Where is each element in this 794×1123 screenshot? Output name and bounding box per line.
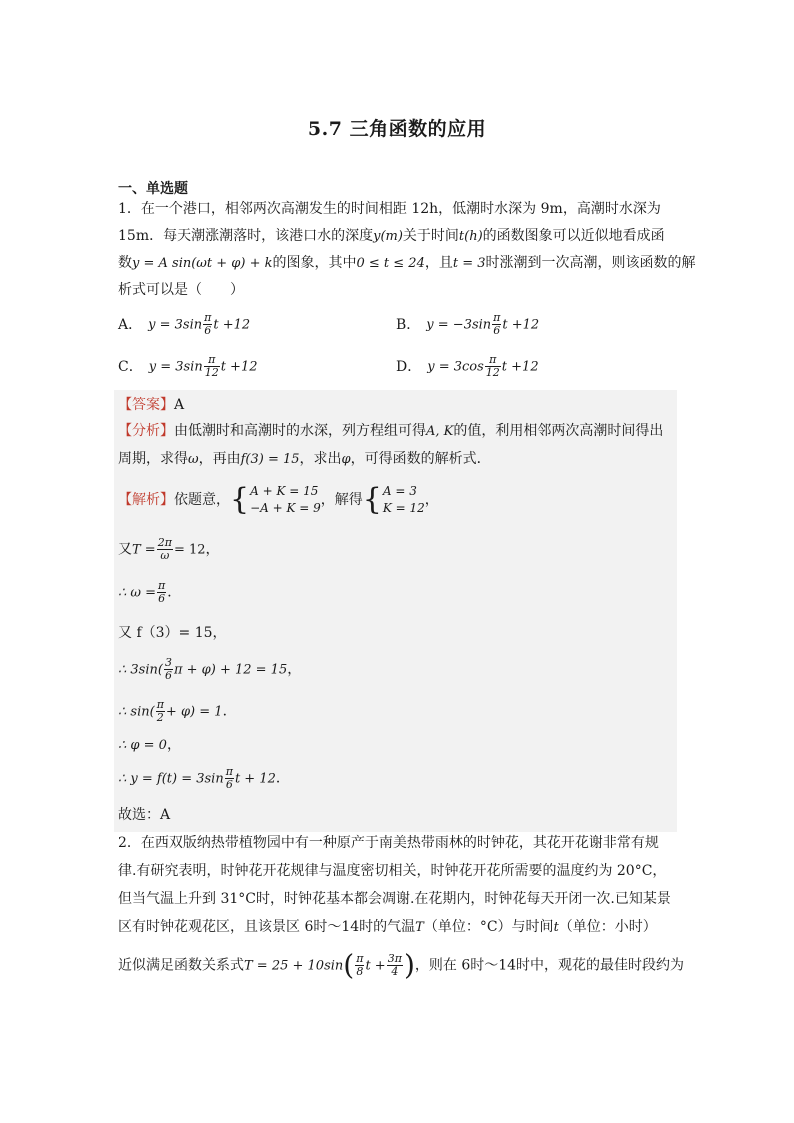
left-brace: { [362,482,382,517]
q1-line-1: 1．在一个港口，相邻两次高潮发生的时间相距 12h，低潮时水深为 9m，高潮时水深为 [118,201,661,217]
fraction: $\frac{\pi}{6}$ [493,311,501,337]
fraction: $\frac{\pi}{2}$ [156,698,164,724]
detail-line-9: 故选：A [118,807,171,823]
fraction: $\frac{\pi}{6}$ [204,311,212,337]
q1-option-b: B． y = −3sin $\frac{\pi}{6}$ t +12 [396,311,540,337]
equation-system: A + K = 15 −A + K = 9 [250,484,321,515]
detail-line-3: ∴ ω = $\frac{\pi}{6}$ ． [118,579,182,605]
section-heading: 一、单选题 [118,181,188,197]
detail-line-8: ∴ y = f(t) = 3sin $\frac{\pi}{6}$ t + 12． [118,765,290,791]
detail-line-2: 又T = $\frac{2\pi}{\omega}$ = 12， [118,536,220,562]
left-brace: { [230,482,250,517]
detail-line-6: ∴ sin( $\frac{\pi}{2}$ + φ) = 1． [118,698,237,724]
fraction: $\frac{\pi}{12}$ [485,353,500,379]
analysis-line-1: 【分析】由低潮时和高潮时的水深，列方程组可得A, K的值，利用相邻两次高潮时间得出 [118,423,664,439]
answer-value: A [174,397,185,413]
q1-option-a: A． y = 3sin $\frac{\pi}{6}$ t +12 [118,311,251,337]
q2-line-2: 律.有研究表明，时钟花开花规律与温度密切相关，时钟花开花所需要的温度约为 20°C， [118,863,667,879]
q1-line-2: 15m．每天潮涨潮落时，该港口水的深度y(m)关于时间t(h)的函数图象可以近似地看成函 [118,228,665,244]
fraction: $\frac{\pi}{8}$ [356,952,364,978]
fraction: $\frac{3\pi}{4}$ [387,952,402,978]
fraction: $\frac{\pi}{12}$ [204,353,219,379]
fraction: $\frac{2\pi}{\omega}$ [157,536,172,562]
analysis-line-2: 周期，求得ω，再由f(3) = 15，求出φ，可得函数的解析式． [118,451,491,467]
detail-line-5: ∴ 3sin( $\frac{3}{6}$ π + φ) + 12 = 15， [118,656,302,682]
q1-option-d: D． y = 3cos $\frac{\pi}{12}$ t +12 [396,353,539,379]
detail-line-4: 又 f（3）= 15， [118,625,227,641]
answer-tag: 【答案】 [118,397,174,413]
detail-line-7: ∴ φ = 0， [118,737,181,753]
q2-line-5: 近似满足函数关系式T = 25 + 10sin( $\frac{\pi}{8}$ t + $\frac{3\pi}{4}$ )，则在 6时～14时中，观花的最佳时段约为 [118,948,685,982]
fraction: $\frac{3}{6}$ [164,656,172,682]
detail-line-1: 【解析】依题意，{ A + K = 15 −A + K = 9 ，解得{ A = 3 K = 12 ， [118,482,439,517]
q2-line-4: 区有时钟花观花区，且该景区 6时～14时的气温T（单位：°C）与时间t（单位：小时） [118,919,657,935]
q2-line-1: 2．在西双版纳热带植物园中有一种原产于南美热带雨林的时钟花，其花开花谢非常有规 [118,835,659,851]
fraction: $\frac{\pi}{6}$ [158,579,166,605]
q1-option-c: C． y = 3sin $\frac{\pi}{12}$ t +12 [118,353,258,379]
q1-line-4: 析式可以是（ ） [118,282,244,298]
page-title: 5.7 三角函数的应用 [307,118,487,140]
q1-line-3: 数y = A sin(ωt + φ) + k的图象，其中0 ≤ t ≤ 24，且t = 3时涨潮到一次高潮，则该函数的解 [118,255,696,271]
fraction: $\frac{\pi}{6}$ [225,765,233,791]
answer-line [118,396,184,414]
q2-line-3: 但当气温上升到 31°C时，时钟花基本都会凋谢.在花期内，时钟花每天开闭一次.已知某景 [118,891,671,907]
equation-solution: A = 3 K = 12 [382,484,425,515]
